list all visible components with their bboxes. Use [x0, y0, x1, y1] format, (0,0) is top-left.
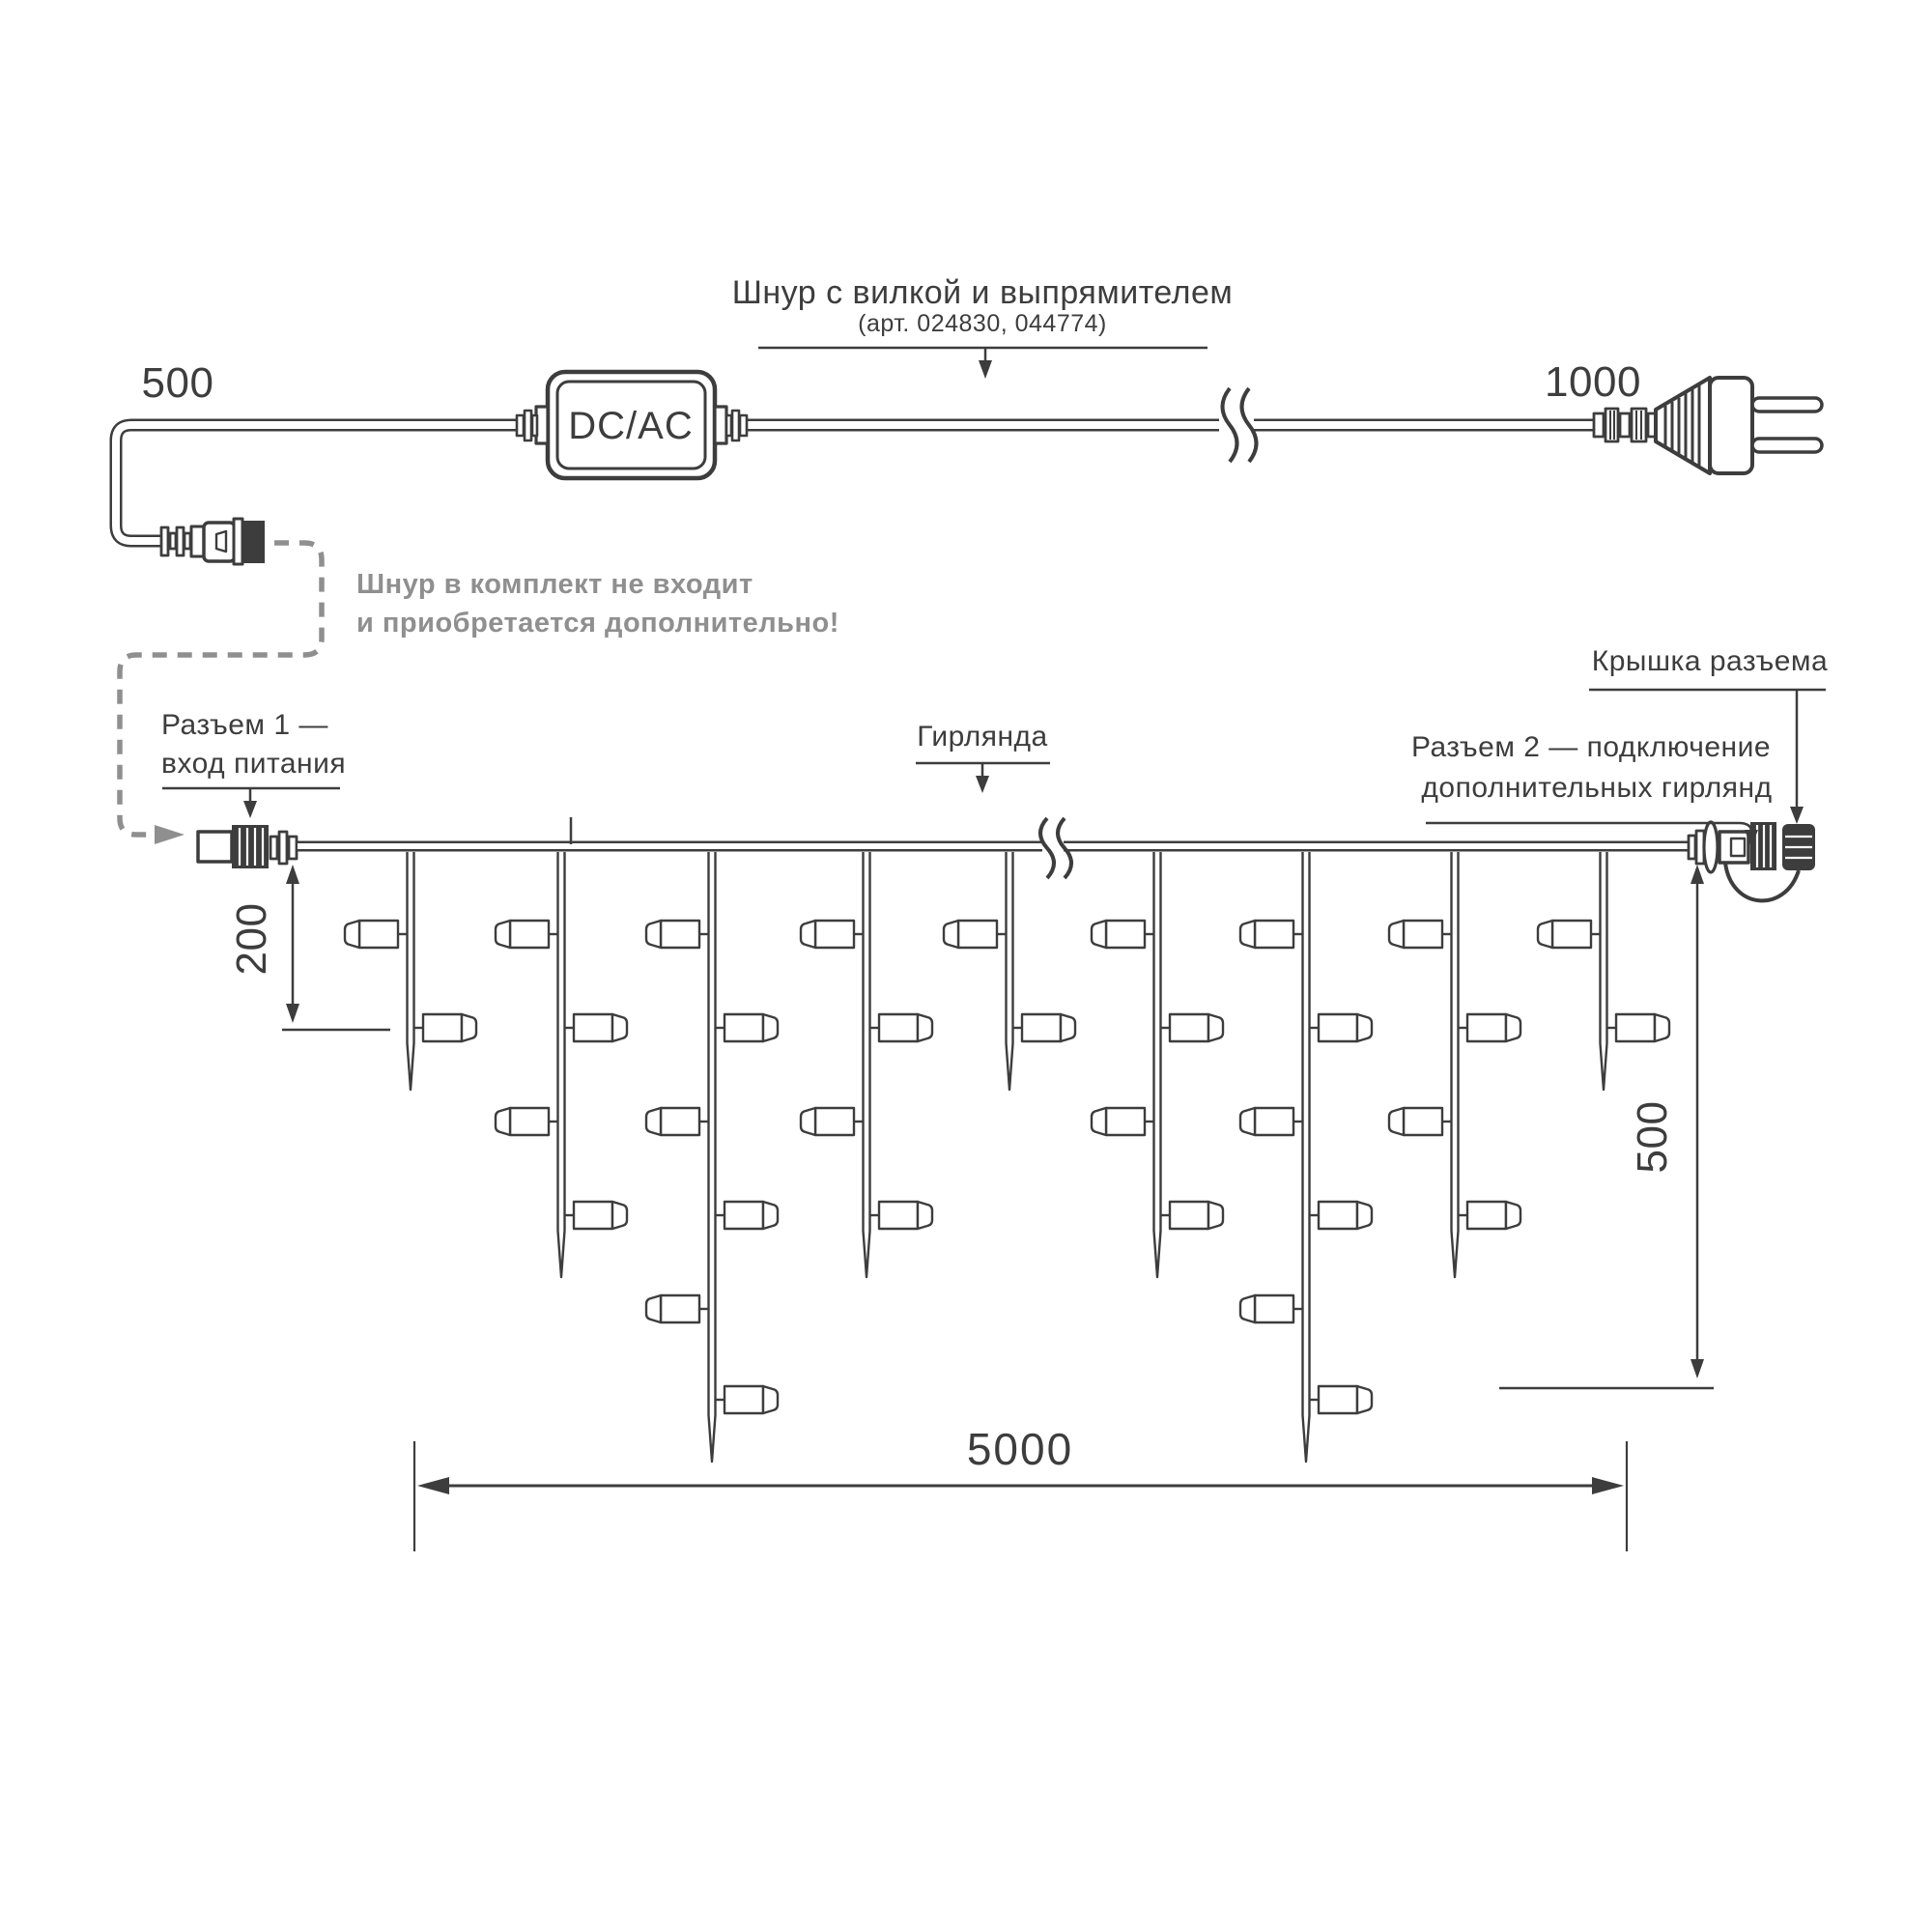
arrow-left-icon — [417, 1477, 449, 1494]
bulb-body-icon — [1467, 1202, 1506, 1229]
bulb-cap-icon — [1092, 921, 1106, 948]
bulb-cap-icon — [944, 921, 958, 948]
note-line1: Шнур в комплект не входит — [356, 569, 753, 600]
bulb-cap-icon — [646, 1108, 661, 1135]
bulb-body-icon — [1552, 921, 1591, 948]
bulb-cap-icon — [918, 1014, 932, 1041]
garland-main-line — [298, 817, 1690, 878]
bulb-cap-icon — [612, 1014, 627, 1041]
bulb-body-icon — [1255, 1108, 1293, 1135]
bulb-cap-icon — [1655, 1014, 1669, 1041]
gray-arrow-right-icon — [155, 825, 185, 844]
bulb-cap-icon — [1389, 1108, 1404, 1135]
dashed-extension-path — [120, 543, 322, 844]
bulb-body-icon — [724, 1386, 763, 1413]
arrow-down-icon — [1690, 1359, 1704, 1378]
bulb-cap-icon — [801, 1108, 815, 1135]
connector-cap-icon — [1782, 824, 1815, 870]
arrow-down-icon — [286, 1004, 299, 1023]
bulb-body-icon — [510, 921, 549, 948]
bulb-cap-icon — [1506, 1202, 1520, 1229]
bulb-cap-icon — [1240, 1108, 1255, 1135]
bulb-cap-icon — [612, 1202, 627, 1229]
bulb-cap-icon — [1061, 1014, 1075, 1041]
arrow-up-icon — [286, 865, 299, 884]
arrow-down-icon — [976, 776, 989, 793]
bulb-cap-icon — [763, 1386, 778, 1413]
bulb-cap-icon — [1240, 1295, 1255, 1322]
connector2-label-line1: Разъем 2 — подключение — [1410, 731, 1772, 763]
garland-strands — [345, 852, 1669, 1462]
bulb-cap-icon — [1389, 921, 1404, 948]
bulb-cap-icon — [496, 1108, 510, 1135]
bulb-cap-icon — [1357, 1386, 1372, 1413]
bulb-body-icon — [1170, 1014, 1208, 1041]
bulb-body-icon — [958, 921, 997, 948]
bulb-body-icon — [661, 1108, 699, 1135]
bulb-cap-icon — [763, 1202, 778, 1229]
cord-connector-icon — [161, 519, 265, 564]
dim-200-label: 200 — [228, 902, 275, 976]
strand-wire — [1303, 852, 1310, 1462]
bulb-cap-icon — [1208, 1014, 1223, 1041]
note-line2: и приобретается дополнительно! — [356, 608, 839, 639]
bulb-body-icon — [1467, 1014, 1506, 1041]
bulb-body-icon — [574, 1202, 612, 1229]
bulb-body-icon — [661, 921, 699, 948]
bulb-cap-icon — [1538, 921, 1552, 948]
strand-wire — [709, 852, 716, 1462]
bulb-body-icon — [1170, 1202, 1208, 1229]
strand-wire — [1601, 852, 1607, 1090]
connector1-label-line1: Разъем 1 — — [161, 709, 328, 741]
connector1-label-line2: вход питания — [161, 748, 347, 780]
cord-subtitle: (арт. 024830, 044774) — [858, 310, 1107, 337]
bulb-body-icon — [1106, 1108, 1145, 1135]
garland-label: Гирлянда — [917, 721, 1048, 753]
strand-wire — [1452, 852, 1459, 1277]
bulb-body-icon — [661, 1295, 699, 1322]
dim-5000-label: 5000 — [966, 1424, 1074, 1474]
cable-break-icon — [1223, 388, 1257, 462]
arrow-down-icon — [1790, 807, 1804, 824]
bulb-cap-icon — [801, 921, 815, 948]
bulb-body-icon — [724, 1014, 763, 1041]
converter-label: DC/AC — [568, 405, 694, 447]
dim-500-label: 500 — [1629, 1100, 1676, 1174]
bulb-body-icon — [423, 1014, 462, 1041]
cap-label: Крышка разъема — [1591, 645, 1829, 677]
bulb-cap-icon — [1357, 1014, 1372, 1041]
bulb-body-icon — [879, 1202, 918, 1229]
leader-cord-title — [758, 348, 1208, 379]
power-cord-left-segment — [116, 425, 519, 541]
bulb-body-icon — [574, 1014, 612, 1041]
bulb-cap-icon — [1506, 1014, 1520, 1041]
leader-garland — [916, 763, 1050, 793]
strand-wire — [558, 852, 565, 1277]
arrow-down-icon — [979, 360, 992, 379]
bulb-body-icon — [724, 1202, 763, 1229]
bulb-body-icon — [1319, 1014, 1357, 1041]
connector2-label-line2: дополнительных гирлянд — [1421, 772, 1773, 804]
cord-title: Шнур с вилкой и выпрямителем — [731, 274, 1234, 311]
bulb-cap-icon — [646, 1295, 661, 1322]
bulb-cap-icon — [496, 921, 510, 948]
arrow-up-icon — [1690, 865, 1704, 884]
bulb-body-icon — [879, 1014, 918, 1041]
strand-wire — [1154, 852, 1161, 1277]
bulb-cap-icon — [462, 1014, 476, 1041]
bulb-cap-icon — [1208, 1202, 1223, 1229]
bulb-cap-icon — [345, 921, 359, 948]
bulb-body-icon — [1255, 1295, 1293, 1322]
cord-right-length: 1000 — [1545, 358, 1641, 406]
cord-left-length: 500 — [141, 359, 214, 407]
bulb-cap-icon — [1357, 1202, 1372, 1229]
bulb-cap-icon — [1092, 1108, 1106, 1135]
bulb-body-icon — [1255, 921, 1293, 948]
bulb-cap-icon — [918, 1202, 932, 1229]
strand-wire — [1007, 852, 1013, 1090]
strand-wire — [408, 852, 414, 1090]
strand-wire — [864, 852, 870, 1277]
leader-connector-1 — [162, 788, 340, 818]
bulb-body-icon — [1319, 1202, 1357, 1229]
arrow-down-icon — [243, 801, 257, 818]
bulb-body-icon — [510, 1108, 549, 1135]
bulb-body-icon — [1616, 1014, 1655, 1041]
bulb-body-icon — [1404, 1108, 1442, 1135]
bulb-body-icon — [1022, 1014, 1061, 1041]
bulb-body-icon — [1106, 921, 1145, 948]
bulb-body-icon — [815, 1108, 854, 1135]
arrow-right-icon — [1592, 1477, 1624, 1494]
bulb-body-icon — [1319, 1386, 1357, 1413]
bulb-body-icon — [1404, 921, 1442, 948]
bulb-cap-icon — [1240, 921, 1255, 948]
bulb-body-icon — [815, 921, 854, 948]
bulb-body-icon — [359, 921, 398, 948]
bulb-cap-icon — [763, 1014, 778, 1041]
bulb-cap-icon — [646, 921, 661, 948]
